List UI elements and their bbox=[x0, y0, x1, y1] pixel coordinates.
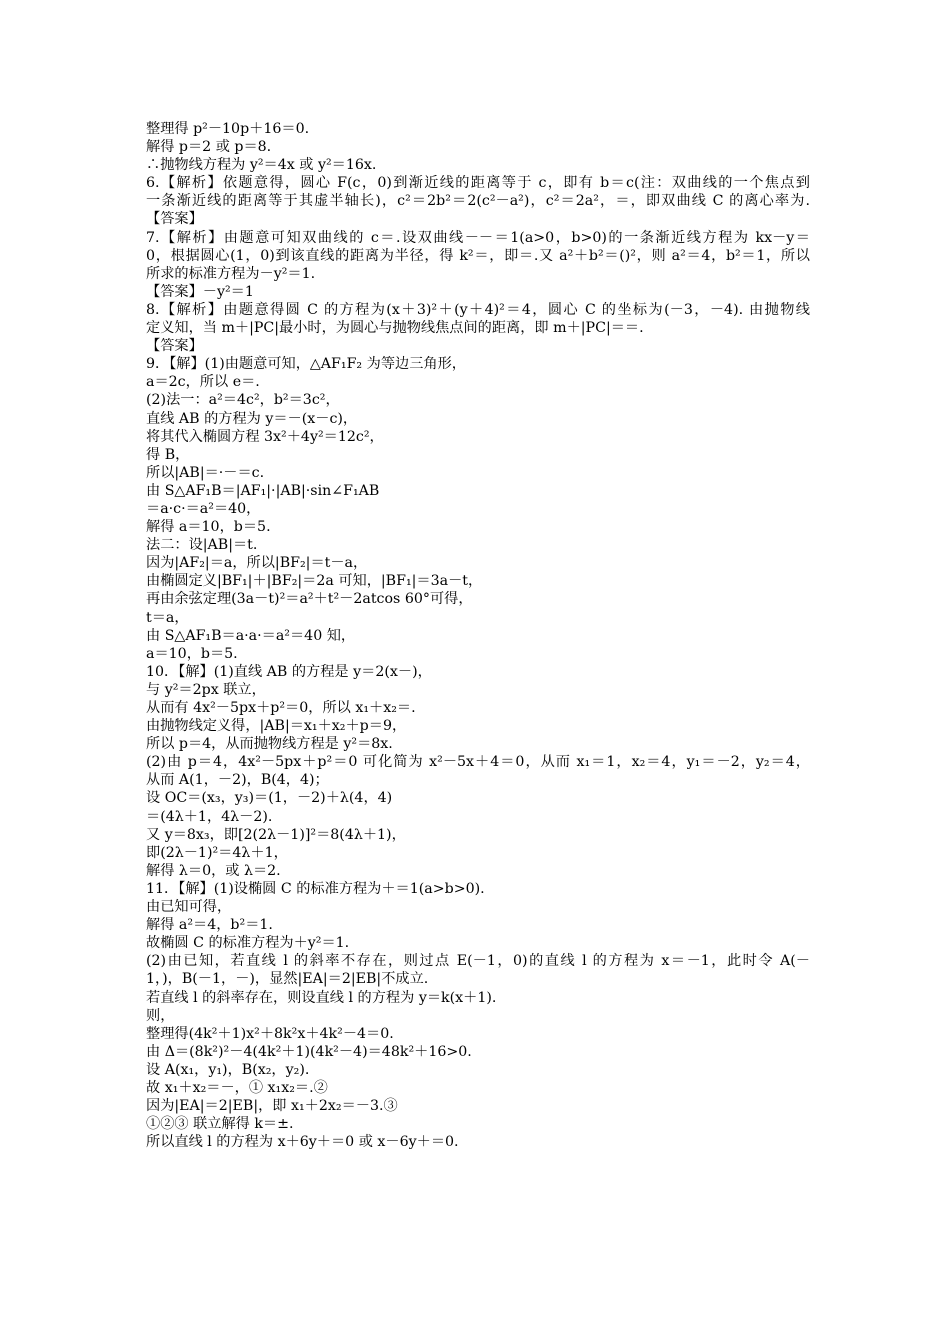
text-line: 【答案】 bbox=[146, 338, 203, 355]
text-line: 得 B， bbox=[146, 446, 190, 463]
text-line: 即(2λ－1)²＝4λ＋1， bbox=[146, 844, 288, 861]
text-line: 由已知可得， bbox=[146, 899, 232, 916]
text-line: 因为|EA|＝2|EB|，即 x₁＋2x₂＝－3.③ bbox=[146, 1098, 398, 1115]
text-line: 【答案】－y²＝1 bbox=[146, 283, 254, 300]
text-line: 将其代入椭圆方程 3x²＋4y²＝12c²， bbox=[146, 428, 384, 445]
text-line: ＝a·c·＝a²＝40， bbox=[146, 500, 261, 517]
text-line: 若直线 l 的斜率存在，则设直线 l 的方程为 y＝k(x＋1). bbox=[146, 989, 497, 1006]
text-line: a＝2c，所以 e＝. bbox=[146, 374, 260, 391]
text-line: 从而有 4x²－5px＋p²＝0，所以 x₁＋x₂＝. bbox=[146, 700, 416, 716]
text-line: 10．【解】(1)直线 AB 的方程是 y＝2(x－)， bbox=[146, 663, 432, 680]
text-line: 由抛物线定义得，|AB|＝x₁＋x₂＋p＝9， bbox=[146, 718, 407, 735]
text-line: 1，)，B(－1，－)，显然|EA|＝2|EB|不成立. bbox=[146, 971, 429, 988]
text-line: (2)由 p＝4，4x²－5px＋p²＝0 可化简为 x²－5x＋4＝0，从而 x₁＝1，x₂＝4，y₁＝－2，y₂＝4， bbox=[146, 754, 810, 771]
solution-text bbox=[146, 120, 810, 1151]
text-line: t＝a， bbox=[146, 609, 189, 626]
text-line: 从而 A(1，－2)，B(4，4)； bbox=[146, 772, 329, 789]
text-line: 故椭圆 C 的标准方程为＋y²＝1. bbox=[146, 935, 350, 952]
text-line: 0，根据圆心(1，0)到该直线的距离为半径，得 k²＝，即＝.又 a²＋b²＝()²，则 a²＝4，b²＝1，所以 bbox=[146, 247, 810, 264]
text-line: (2)由已知，若直线 l 的斜率不存在，则过点 E(－1，0)的直线 l 的方程为 x＝－1，此时令 A(－ bbox=[146, 953, 810, 970]
text-line: a＝10，b＝5. bbox=[146, 645, 238, 662]
text-line: 解得 λ＝0，或 λ＝2. bbox=[146, 862, 281, 879]
text-line: 解得 a²＝4，b²＝1. bbox=[146, 917, 273, 934]
text-line: 又 y＝8x₃，即[2(2λ－1)]²＝8(4λ＋1)， bbox=[146, 826, 406, 843]
text-line: 所求的标准方程为－y²＝1. bbox=[146, 265, 316, 282]
text-line: ＝(4λ＋1，4λ－2). bbox=[146, 808, 273, 825]
text-line: 设 A(x₁，y₁)，B(x₂，y₂). bbox=[146, 1061, 310, 1078]
text-line: 法二：设|AB|＝t. bbox=[146, 537, 258, 554]
text-line: (2)法一：a²＝4c²，b²＝3c²， bbox=[146, 392, 340, 409]
text-line: 因为|AF₂|＝a，所以|BF₂|＝t－a， bbox=[146, 555, 368, 572]
text-line: 由椭圆定义|BF₁|＋|BF₂|＝2a 可知，|BF₁|＝3a－t， bbox=[146, 573, 483, 590]
text-line: 7.【解析】由题意可知双曲线的 c＝.设双曲线－－＝1(a>0，b>0)的一条渐近线方程为 kx－y＝ bbox=[146, 229, 810, 246]
text-line: 由 S△AF₁B＝a·a·＝a²＝40 知， bbox=[146, 627, 356, 644]
text-line: 所以 p＝4，从而抛物线方程是 y²＝8x. bbox=[146, 736, 393, 753]
text-line: 再由余弦定理(3a－t)²＝a²＋t²－2atcos 60°可得， bbox=[146, 591, 473, 608]
text-line: 所以直线 l 的方程为 x＋6y＋＝0 或 x－6y＋＝0. bbox=[146, 1134, 459, 1151]
text-line: 11．【解】(1)设椭圆 C 的标准方程为＋＝1(a>b>0). bbox=[146, 880, 485, 897]
text-line: 设 OC＝(x₃，y₃)＝(1，－2)＋λ(4，4) bbox=[146, 790, 393, 807]
text-line: 【答案】 bbox=[146, 211, 203, 228]
text-line: 直线 AB 的方程为 y＝－(x－c)， bbox=[146, 410, 358, 427]
text-line: 8.【解析】由题意得圆 C 的方程为(x＋3)²＋(y＋4)²＝4，圆心 C 的坐标为(－3，－4). 由抛物线 bbox=[146, 301, 810, 318]
text-line: 由 Δ＝(8k²)²－4(4k²＋1)(4k²－4)＝48k²＋16>0. bbox=[146, 1043, 472, 1060]
text-line: 则， bbox=[146, 1007, 175, 1024]
text-line: 9．【解】(1)由题意可知，△AF₁F₂ 为等边三角形， bbox=[146, 356, 466, 373]
text-line: 所以|AB|＝·－＝c. bbox=[146, 464, 265, 481]
text-line: ①②③ 联立解得 k＝±. bbox=[146, 1116, 294, 1133]
text-line: 由 S△AF₁B＝|AF₁|·|AB|·sin∠F₁AB bbox=[146, 482, 380, 499]
text-line: 定义知，当 m＋|PC|最小时，为圆心与抛物线焦点间的距离，即 m＋|PC|＝＝. bbox=[146, 320, 644, 337]
text-line: 解得 a＝10，b＝5. bbox=[146, 519, 271, 536]
text-line: ∴抛物线方程为 y²＝4x 或 y²＝16x. bbox=[146, 157, 377, 174]
text-line: 整理得(4k²＋1)x²＋8k²x＋4k²－4＝0. bbox=[146, 1025, 394, 1042]
text-line: 一条渐近线的距离等于其虚半轴长)，c²＝2b²＝2(c²－a²)，c²＝2a²，＝，即双曲线 C 的离心率为. bbox=[146, 193, 810, 210]
text-line: 整理得 p²－10p＋16＝0. bbox=[146, 121, 310, 137]
text-line: 故 x₁＋x₂＝－，① x₁x₂＝.② bbox=[146, 1079, 328, 1096]
text-line: 解得 p＝2 或 p＝8. bbox=[146, 139, 272, 156]
text-line: 与 y²＝2px 联立， bbox=[146, 681, 266, 698]
text-line: 6.【解析】依题意得，圆心 F(c，0)到渐近线的距离等于 c，即有 b＝c(注：双曲线的一个焦点到 bbox=[146, 175, 810, 192]
